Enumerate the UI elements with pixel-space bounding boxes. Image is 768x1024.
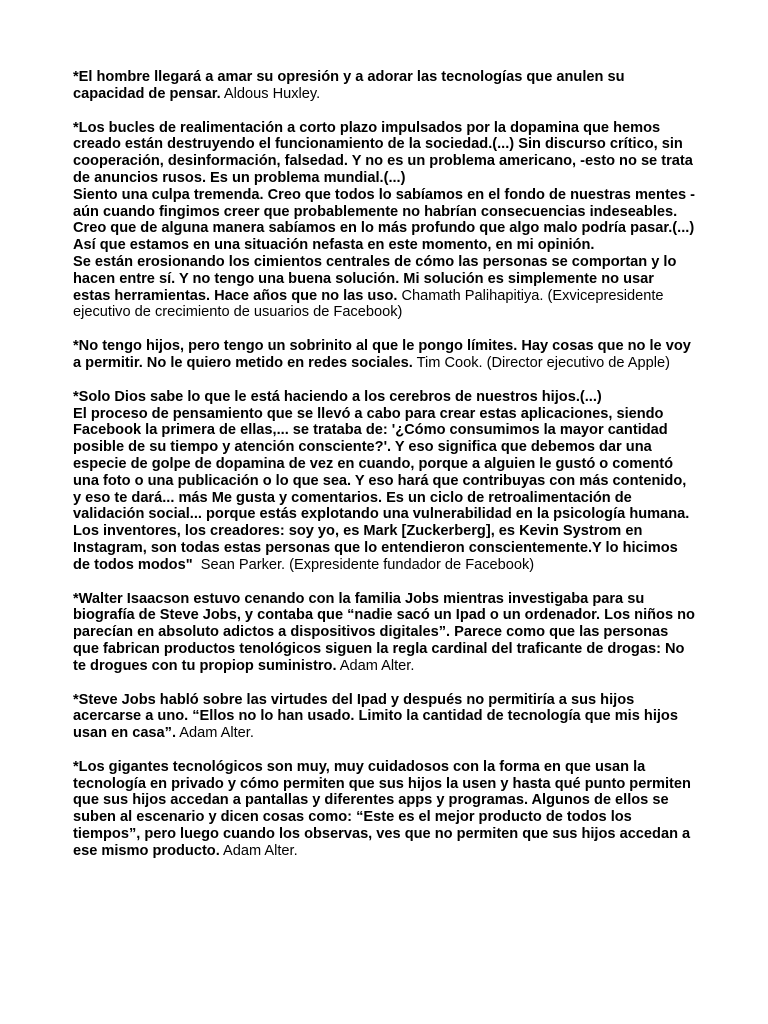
quote-author: Adam Alter. (339, 657, 415, 674)
quote-text: Se están erosionando los cimientos centrales de cómo las personas se comportan y lo hacen entre sí. Y no tengo una buena solución. Mi solución es simplemente no usar estas herramientas. Hace años que no las uso. (73, 253, 677, 304)
quote-text: *Walter Isaacson estuvo cenando con la familia Jobs mientras investigaba para su biografía de Steve Jobs, y contaba que “nadie sacó un Ipad o un ordenador. Los niños no parecían en absoluto adictos a dispositivos digitales”. Parece como que las personas que fabrican productos tenológicos siguen la regla cardinal del traficante de drogas: No te drogues con tu propiop suministro. (73, 590, 695, 674)
quote-text: *Solo Dios sabe lo que le está haciendo a los cerebros de nuestros hijos.(...) (73, 388, 602, 405)
quote-author: Sean Parker. (Expresidente fundador de Facebook) (200, 556, 535, 573)
quote-text: El proceso de pensamiento que se llevó a cabo para crear estas aplicaciones, siendo Facebook la primera de ellas,... se trataba de: '¿Cómo consumimos la mayor cantidad posible de su tiempo y atención consciente?'. Y eso significa que debemos dar una especie de golpe de dopamina de vez en cuando, porque a alguien le gustó o comentó una foto o una publicación o lo que sea. Y eso hará que contribuyas con más contenido, y eso te dará... más Me gusta y comentarios. Es un ciclo de retroalimentación de validación social... porque estás explotando una vulnerabilidad en la psicología humana. Los inventores, los creadores: soy yo, es Mark [Zuckerberg], es Kevin Systrom en Instagram, son todas estas personas que lo entendieron conscientemente.Y lo hicimos de todos modos" (73, 405, 690, 573)
quote-text: *Los gigantes tecnológicos son muy, muy cuidadosos con la forma en que usan la tecnología en privado y cómo permiten que sus hijos la usen y hasta qué punto permiten que sus hijos accedan a pantallas y diferentes apps y programas. Algunos de ellos se suben al escenario y dicen cosas como: “Este es el mejor producto de todos los tiempos”, pero luego cuando los observas, ves que no permiten que sus hijos accedan a ese mismo producto. (73, 758, 691, 859)
quote-jobs (73, 692, 695, 742)
quote-palihapitiya (73, 120, 695, 322)
quote-huxley (73, 69, 695, 103)
quote-text: *El hombre llegará a amar su opresión y a adorar las tecnologías que anulen su capacidad de pensar. (73, 69, 625, 102)
quote-text: Así que estamos en una situación nefasta en este momento, en mi opinión. (73, 237, 595, 254)
quote-author: Chamath Palihapitiya. (Exvicepresidente ejecutivo de crecimiento de usuarios de Facebook) (73, 287, 664, 321)
quote-text: *Steve Jobs habló sobre las virtudes del Ipad y después no permitiría a sus hijos acercarse a uno. “Ellos no lo han usado. Limito la cantidad de tecnología que mis hijos usan en casa”. (73, 691, 678, 742)
quote-author: Aldous Huxley. (223, 85, 321, 102)
quote-text: Creo que de alguna manera sabíamos en lo más profundo que algo malo podría pasar.(...) (73, 220, 695, 237)
quote-author: Adam Alter. (179, 725, 254, 742)
quote-author: Tim Cook. (Director ejecutivo de Apple) (416, 354, 670, 371)
document-page (73, 69, 695, 877)
quote-text: *No tengo hijos, pero tengo un sobrinito al que le pongo límites. Hay cosas que no le voy a permitir. No le quiero metido en redes sociales. (73, 338, 691, 371)
quote-text: *Los bucles de realimentación a corto plazo impulsados por la dopamina que hemos creado están destruyendo el funcionamiento de la sociedad.(...) Sin discurso crítico, sin cooperación, desinformación, falsedad. Y no es un problema americano, -esto no se trata de anuncios rusos. Es un problema mundial.(...) (73, 119, 693, 186)
quote-isaacson (73, 591, 695, 675)
quote-parker (73, 389, 695, 574)
quote-cook (73, 338, 695, 372)
quote-text: Siento una culpa tremenda. Creo que todos lo sabíamos en el fondo de nuestras mentes -aún cuando fingimos creer que probablemente no habrían consecuencias indeseables. (73, 186, 695, 220)
quote-author: Adam Alter. (223, 842, 298, 859)
quote-tech-giants (73, 759, 695, 860)
